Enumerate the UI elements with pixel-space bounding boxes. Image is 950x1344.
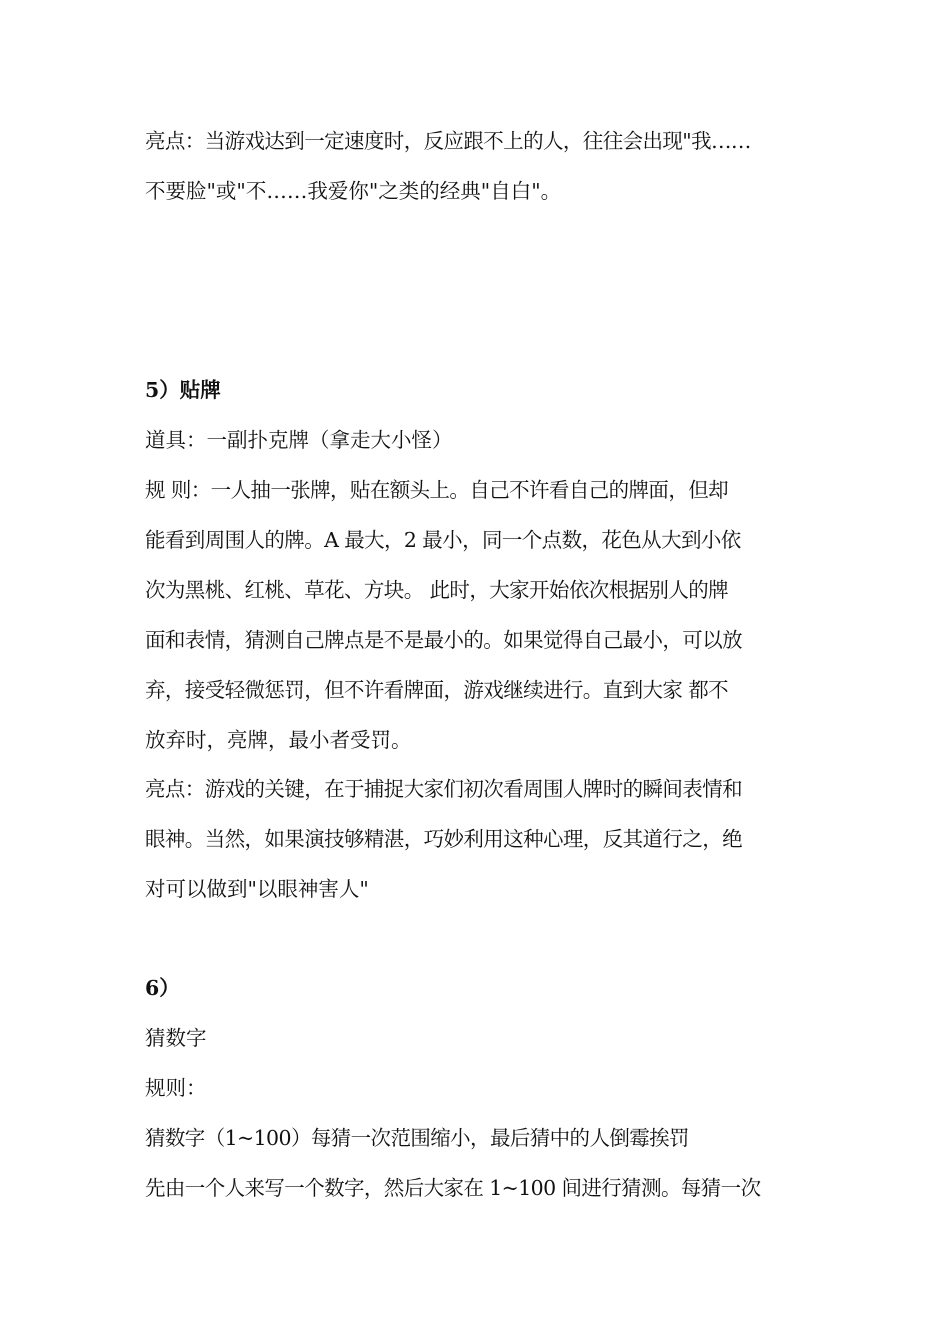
section-5-rules-line-4: 面和表情，猜测自己牌点是不是最小的。如果觉得自己最小，可以放: [145, 628, 742, 652]
section-5-highlight-line-3: 对可以做到"以眼神害人": [145, 877, 369, 901]
highlight-paragraph-line-2: 不要脸"或"不……我爱你"之类的经典"自白"。: [145, 179, 562, 203]
section-5-highlight-line-1: 亮点：游戏的关键，在于捕捉大家们初次看周围人牌时的瞬间表情和: [145, 777, 742, 801]
section-6-title: 猜数字: [145, 1026, 207, 1050]
section-5-rules-line-2: 能看到周围人的牌。A 最大，2 最小，同一个点数，花色从大到小依: [145, 528, 741, 552]
section-5-heading: 5）贴牌: [145, 378, 221, 402]
highlight-paragraph-line-1: 亮点：当游戏达到一定速度时，反应跟不上的人，往往会出现"我……: [145, 129, 751, 153]
section-6-rules-line-1: 猜数字（1~100）每猜一次范围缩小，最后猜中的人倒霉挨罚: [145, 1126, 689, 1150]
section-5-props: 道具：一副扑克牌（拿走大小怪）: [145, 428, 453, 452]
section-5-rules-line-1: 规 则：一人抽一张牌，贴在额头上。自己不许看自己的牌面，但却: [145, 478, 729, 502]
section-6-rules-label: 规则：: [145, 1076, 207, 1100]
section-6-rules-line-2: 先由一个人来写一个数字，然后大家在 1~100 间进行猜测。每猜一次: [145, 1176, 761, 1200]
section-5-rules-line-3: 次为黑桃、红桃、草花、方块。 此时，大家开始依次根据别人的牌: [145, 578, 729, 602]
section-5-highlight-line-2: 眼神。当然，如果演技够精湛，巧妙利用这种心理，反其道行之，绝: [145, 827, 742, 851]
section-5-rules-line-5: 弃，接受轻微惩罚，但不许看牌面，游戏继续进行。直到大家 都不: [145, 678, 729, 702]
section-6-heading: 6）: [145, 976, 180, 1000]
section-5-rules-line-6: 放弃时，亮牌，最小者受罚。: [145, 728, 412, 752]
